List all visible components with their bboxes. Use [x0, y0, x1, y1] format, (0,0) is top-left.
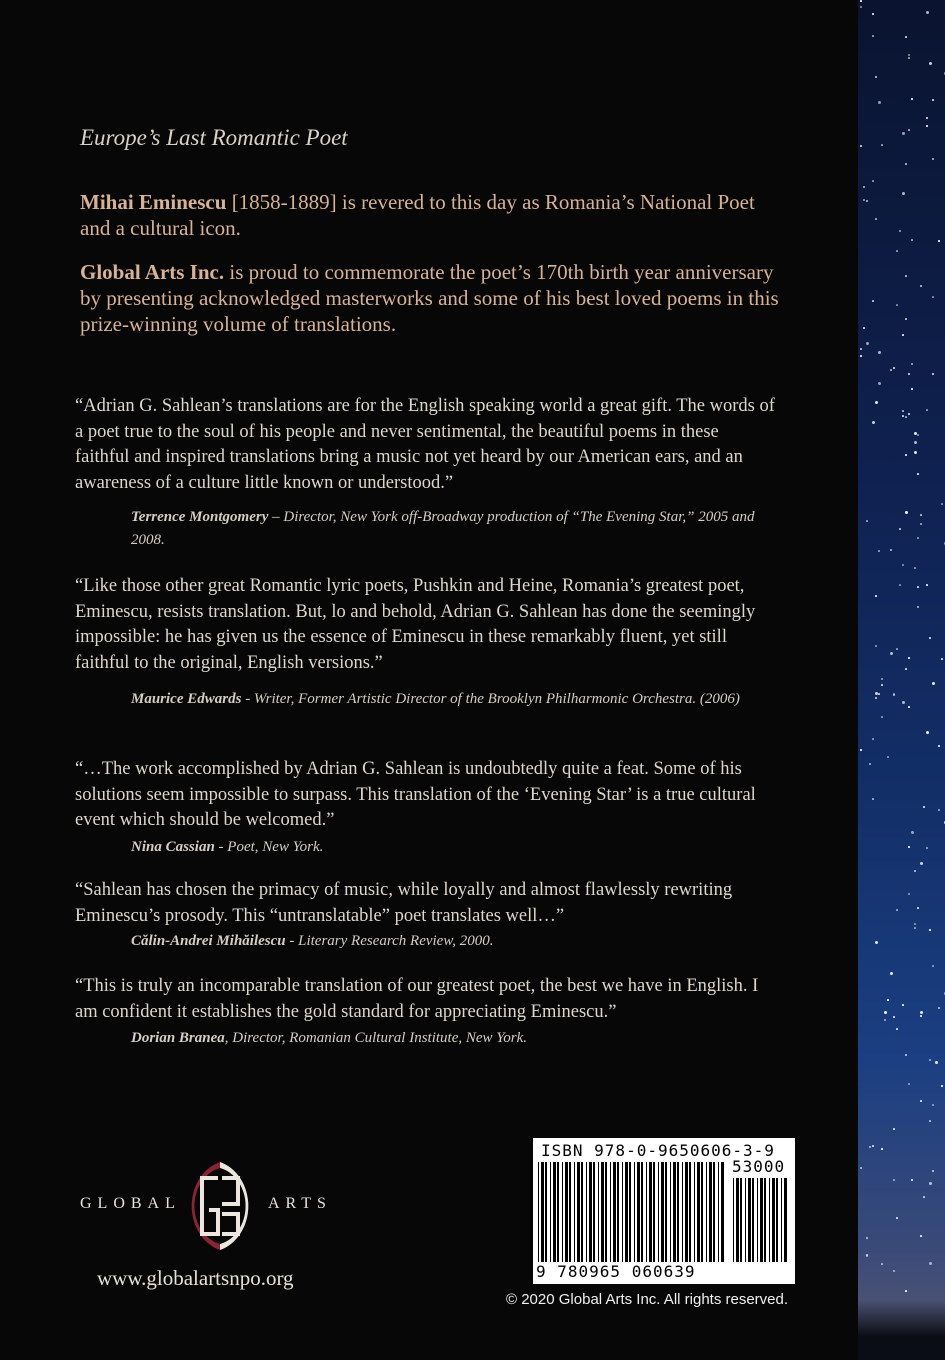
- star: [905, 318, 907, 320]
- reviewer-name-1: Terrence Montgomery: [131, 509, 269, 525]
- star: [866, 1237, 868, 1239]
- barcode-bar: [701, 1162, 703, 1262]
- star: [932, 1170, 934, 1172]
- star: [935, 1061, 938, 1064]
- barcode-bar: [574, 1162, 575, 1262]
- review-quote-1: “Adrian G. Sahlean’s translations are for the English speaking world a great gift. The words of a poet true to the soul of his people and never sentimental, the beautiful poems in these faithful and inspired translations bring a music not yet heard by our American ears, and an awareness of a culture little known or understood.”: [75, 396, 775, 493]
- star: [908, 657, 910, 659]
- star: [884, 1011, 887, 1014]
- star: [890, 972, 893, 975]
- barcode-bar: [557, 1162, 559, 1262]
- intro-paragraph-2-text: is proud to commemorate the poet’s 170th birth year anniversary by presenting acknowledged masterworks and some of his best loved poems in this prize-winning volume of translations.: [80, 260, 779, 336]
- star: [896, 1217, 898, 1219]
- star: [878, 101, 881, 104]
- star: [905, 511, 908, 514]
- barcode-bar: [565, 1162, 568, 1262]
- star: [923, 806, 925, 808]
- star: [860, 749, 862, 751]
- star: [902, 334, 904, 336]
- barcode-bar: [706, 1162, 707, 1262]
- review-attribution-5: [131, 1027, 791, 1050]
- review-quote-2: “Like those other great Romantic lyric poets, Pushkin and Heine, Romania’s greatest poet, Eminescu, resists translation. But, lo and behold, Adrian G. Sahlean has done the seemingly impossible: he has given us the essence of Eminescu in these remarkably fluent, yet still faithful to the original, English versions.”: [75, 576, 756, 673]
- barcode-bar: [610, 1162, 611, 1262]
- barcode-bar: [661, 1162, 664, 1262]
- ean-digits: 9 780965 060639: [536, 1262, 696, 1281]
- price-code: 53000: [732, 1157, 786, 1176]
- star: [893, 1016, 895, 1018]
- star: [929, 1262, 932, 1265]
- star: [872, 35, 874, 37]
- star: [929, 929, 931, 931]
- star: [908, 373, 910, 375]
- star: [893, 693, 895, 695]
- star: [929, 1059, 931, 1061]
- barcode-bar: [772, 1178, 775, 1262]
- barcode-bar: [658, 1162, 659, 1262]
- star: [938, 240, 940, 242]
- star: [872, 180, 874, 182]
- star: [875, 692, 878, 695]
- star: [899, 230, 901, 232]
- star: [917, 473, 919, 475]
- barcode-bar: [622, 1162, 623, 1262]
- star: [893, 367, 895, 369]
- intro-paragraph-1: [80, 189, 780, 241]
- star: [860, 6, 862, 8]
- star: [905, 1054, 907, 1056]
- star: [920, 1015, 922, 1017]
- barcode-bar: [634, 1162, 635, 1262]
- barcode-bar: [748, 1178, 751, 1262]
- reviewer-name-5: Dorian Branea: [131, 1030, 225, 1046]
- review-quote-4: “Sahlean has chosen the primacy of music, while loyally and almost flawlessly rewriting Eminescu’s prosody. This “untranslatable” poet translates well…”: [75, 880, 733, 926]
- review-attribution-1: [131, 506, 791, 552]
- barcode-bar: [709, 1162, 712, 1262]
- star: [875, 595, 877, 597]
- star: [893, 1270, 895, 1272]
- barcode-bar: [586, 1162, 587, 1262]
- star: [908, 1083, 910, 1085]
- star: [911, 831, 914, 834]
- star: [938, 1007, 940, 1009]
- star: [896, 1028, 898, 1030]
- barcode-bar: [781, 1178, 782, 1262]
- barcode-bar: [581, 1162, 583, 1262]
- website-url[interactable]: www.globalartsnpo.org: [97, 1266, 294, 1290]
- barcode-bar: [617, 1162, 619, 1262]
- star: [875, 401, 878, 404]
- barcode-bar: [673, 1162, 676, 1262]
- star: [863, 327, 865, 329]
- star: [872, 738, 874, 740]
- star: [905, 416, 907, 418]
- barcode-bars: [538, 1162, 726, 1262]
- star: [908, 57, 910, 59]
- barcode-bar: [784, 1178, 787, 1262]
- star: [890, 549, 892, 551]
- star: [866, 342, 869, 345]
- star: [875, 76, 877, 78]
- star: [926, 847, 928, 849]
- review-quote-5: “This is truly an incomparable translation of our greatest poet, the best we have in English. I am confident it establishes the gold standard for appreciating Eminescu.”: [75, 976, 759, 1022]
- intro-paragraph-2: [80, 259, 780, 337]
- star: [860, 145, 862, 147]
- star: [902, 1004, 904, 1006]
- star: [926, 731, 929, 734]
- star: [914, 451, 917, 454]
- star: [932, 296, 934, 298]
- barcode-bar: [541, 1162, 544, 1262]
- barcode-bar: [745, 1178, 746, 1262]
- mountain-silhouette: [858, 1300, 945, 1360]
- star: [869, 763, 871, 765]
- star: [917, 907, 919, 909]
- star: [890, 652, 893, 655]
- star: [890, 369, 892, 371]
- intro-paragraph-1-text: [1858-1889] is revered to this day as Romania’s National Poet and a cultural icon.: [80, 190, 755, 240]
- star: [926, 409, 928, 411]
- star: [905, 668, 907, 670]
- isbn-number: ISBN 978-0-9650606-3-9: [541, 1141, 775, 1160]
- star: [884, 1019, 886, 1021]
- star: [860, 0, 862, 2]
- star: [872, 421, 875, 424]
- poet-name: Mihai Eminescu: [80, 190, 227, 214]
- review-quote-3: “…The work accomplished by Adrian G. Sahlean is undoubtedly quite a feat. Some of his solutions seem impossible to surpass. This translation of the ‘Evening Star’ is a true cultural event which should be welcomed.”: [75, 759, 756, 830]
- star: [926, 11, 929, 14]
- star: [872, 1145, 874, 1147]
- star: [866, 1254, 868, 1256]
- reviewer-role-4: - Literary Research Review, 2000.: [285, 933, 494, 949]
- star: [905, 1290, 907, 1292]
- barcode-bar: [670, 1162, 671, 1262]
- star: [908, 846, 910, 848]
- star: [932, 965, 934, 967]
- star: [938, 809, 940, 811]
- barcode-bar: [653, 1162, 655, 1262]
- star: [932, 99, 934, 101]
- barcode-bar: [598, 1162, 599, 1262]
- barcode-bar: [677, 1162, 679, 1262]
- star: [905, 275, 907, 277]
- barcode-bar: [629, 1162, 631, 1262]
- barcode-bar: [685, 1162, 688, 1262]
- barcode-bar: [593, 1162, 595, 1262]
- barcode-addon-bars: [733, 1178, 789, 1262]
- review-attribution-3: [131, 836, 791, 859]
- barcode-bar: [665, 1162, 667, 1262]
- star: [917, 586, 919, 588]
- star: [920, 514, 922, 516]
- star: [926, 117, 928, 119]
- barcode-bar: [637, 1162, 640, 1262]
- tagline: Europe’s Last Romantic Poet: [80, 125, 348, 150]
- star: [914, 927, 916, 929]
- barcode-bar: [718, 1162, 719, 1262]
- star: [875, 697, 877, 699]
- barcode-bar: [713, 1162, 715, 1262]
- star: [893, 1128, 895, 1130]
- barcode-bar: [721, 1162, 724, 1262]
- reviewer-role-1: – Director, New York off-Broadway production of “The Evening Star,” 2005 and 2008.: [131, 509, 755, 548]
- star: [911, 1179, 913, 1181]
- copyright-notice: © 2020 Global Arts Inc. All rights reserved.: [506, 1291, 789, 1308]
- star: [929, 637, 931, 639]
- barcode-bar: [545, 1162, 547, 1262]
- star: [881, 678, 883, 680]
- star: [887, 999, 889, 1001]
- star: [875, 941, 878, 944]
- night-sky-spine: [858, 0, 945, 1360]
- barcode-bar: [776, 1178, 778, 1262]
- reviewer-name-2: Maurice Edwards: [131, 691, 242, 707]
- review-attribution-2: [131, 688, 791, 711]
- star: [860, 348, 862, 350]
- barcode-bar: [605, 1162, 607, 1262]
- barcode-bar: [646, 1162, 647, 1262]
- star: [875, 645, 877, 647]
- star: [917, 434, 919, 436]
- star: [902, 564, 904, 566]
- barcode-bar: [562, 1162, 563, 1262]
- barcode-bar: [697, 1162, 700, 1262]
- star: [881, 716, 883, 718]
- barcode-bar: [569, 1162, 571, 1262]
- barcode-bar: [601, 1162, 604, 1262]
- review-attribution-4: [131, 930, 791, 953]
- star: [872, 300, 874, 302]
- star: [902, 415, 904, 417]
- star: [920, 1100, 922, 1102]
- star: [941, 658, 943, 660]
- star: [920, 1011, 923, 1014]
- star: [920, 523, 922, 525]
- star: [902, 410, 904, 412]
- reviewer-name-3: Nina Cassian: [131, 839, 215, 855]
- star: [911, 363, 913, 365]
- star: [866, 200, 868, 202]
- star: [908, 54, 910, 56]
- star: [929, 62, 932, 65]
- star: [896, 909, 898, 911]
- star: [860, 355, 862, 357]
- global-arts-logo-icon: [178, 1158, 262, 1254]
- barcode-bar: [740, 1178, 742, 1262]
- star: [911, 98, 913, 100]
- star: [932, 158, 934, 160]
- barcode-bar: [736, 1178, 739, 1262]
- star: [902, 701, 905, 704]
- star: [863, 186, 865, 188]
- star: [878, 693, 880, 695]
- star: [875, 218, 877, 220]
- star: [917, 537, 919, 539]
- star: [938, 745, 940, 747]
- star: [908, 129, 910, 131]
- barcode-bar: [613, 1162, 616, 1262]
- barcode-bar: [553, 1162, 556, 1262]
- star: [911, 388, 913, 390]
- barcode-bar: [694, 1162, 695, 1262]
- star: [881, 144, 883, 146]
- barcode-bar: [538, 1162, 539, 1262]
- star: [896, 304, 898, 306]
- star: [863, 199, 865, 201]
- barcode-bar: [625, 1162, 628, 1262]
- star: [929, 1182, 932, 1185]
- star: [902, 132, 905, 135]
- barcode-bar: [760, 1178, 763, 1262]
- star: [860, 1167, 862, 1169]
- star: [902, 192, 905, 195]
- star: [920, 1235, 922, 1237]
- star: [911, 239, 913, 241]
- star: [881, 684, 883, 686]
- barcode-bar: [733, 1178, 734, 1262]
- barcode-bar: [577, 1162, 580, 1262]
- star: [896, 250, 898, 252]
- star: [941, 503, 943, 505]
- star: [932, 682, 935, 685]
- barcode-bar: [769, 1178, 770, 1262]
- barcode-bar: [589, 1162, 592, 1262]
- star: [878, 351, 881, 354]
- barcode-bar: [682, 1162, 683, 1262]
- star: [908, 706, 910, 708]
- star: [920, 285, 922, 287]
- star: [872, 13, 874, 15]
- reviewer-role-5: , Director, Romanian Cultural Institute, New York.: [224, 1030, 528, 1046]
- star: [905, 163, 907, 165]
- star: [914, 567, 916, 569]
- star: [941, 1085, 943, 1087]
- barcode-bar: [649, 1162, 652, 1262]
- star: [914, 870, 916, 872]
- star: [908, 413, 910, 415]
- star: [932, 1104, 934, 1106]
- star: [881, 1263, 883, 1265]
- publisher-name: Global Arts Inc.: [80, 260, 225, 284]
- barcode-bar: [764, 1178, 766, 1262]
- star: [926, 584, 928, 586]
- star: [917, 606, 919, 608]
- star: [878, 382, 881, 385]
- star: [920, 862, 923, 865]
- star: [914, 923, 916, 925]
- star: [905, 454, 907, 456]
- star: [905, 36, 907, 38]
- star: [929, 1120, 931, 1122]
- star: [869, 1146, 871, 1148]
- star: [932, 373, 934, 375]
- reviewer-name-4: Călin-Andrei Mihăilescu: [131, 933, 286, 949]
- logo-word-right: ARTS: [268, 1195, 332, 1212]
- star: [899, 528, 901, 530]
- barcode-bar: [689, 1162, 691, 1262]
- reviewer-role-3: - Poet, New York.: [214, 839, 324, 855]
- barcode-bar: [550, 1162, 551, 1262]
- barcode-bar: [752, 1178, 754, 1262]
- star: [893, 1179, 895, 1181]
- star: [896, 648, 898, 650]
- star: [887, 756, 889, 758]
- star: [866, 520, 868, 522]
- star: [872, 798, 874, 800]
- reviewer-role-2: - Writer, Former Artistic Director of the Brooklyn Philharmonic Orchestra. (2006): [241, 691, 740, 707]
- star: [878, 550, 880, 552]
- barcode-bar: [641, 1162, 643, 1262]
- star: [899, 584, 901, 586]
- star: [923, 1196, 925, 1198]
- star: [914, 441, 917, 444]
- star: [881, 1148, 883, 1150]
- logo-word-left: GLOBAL: [80, 1195, 181, 1212]
- star: [926, 125, 928, 127]
- barcode-bar: [757, 1178, 758, 1262]
- star: [908, 893, 910, 895]
